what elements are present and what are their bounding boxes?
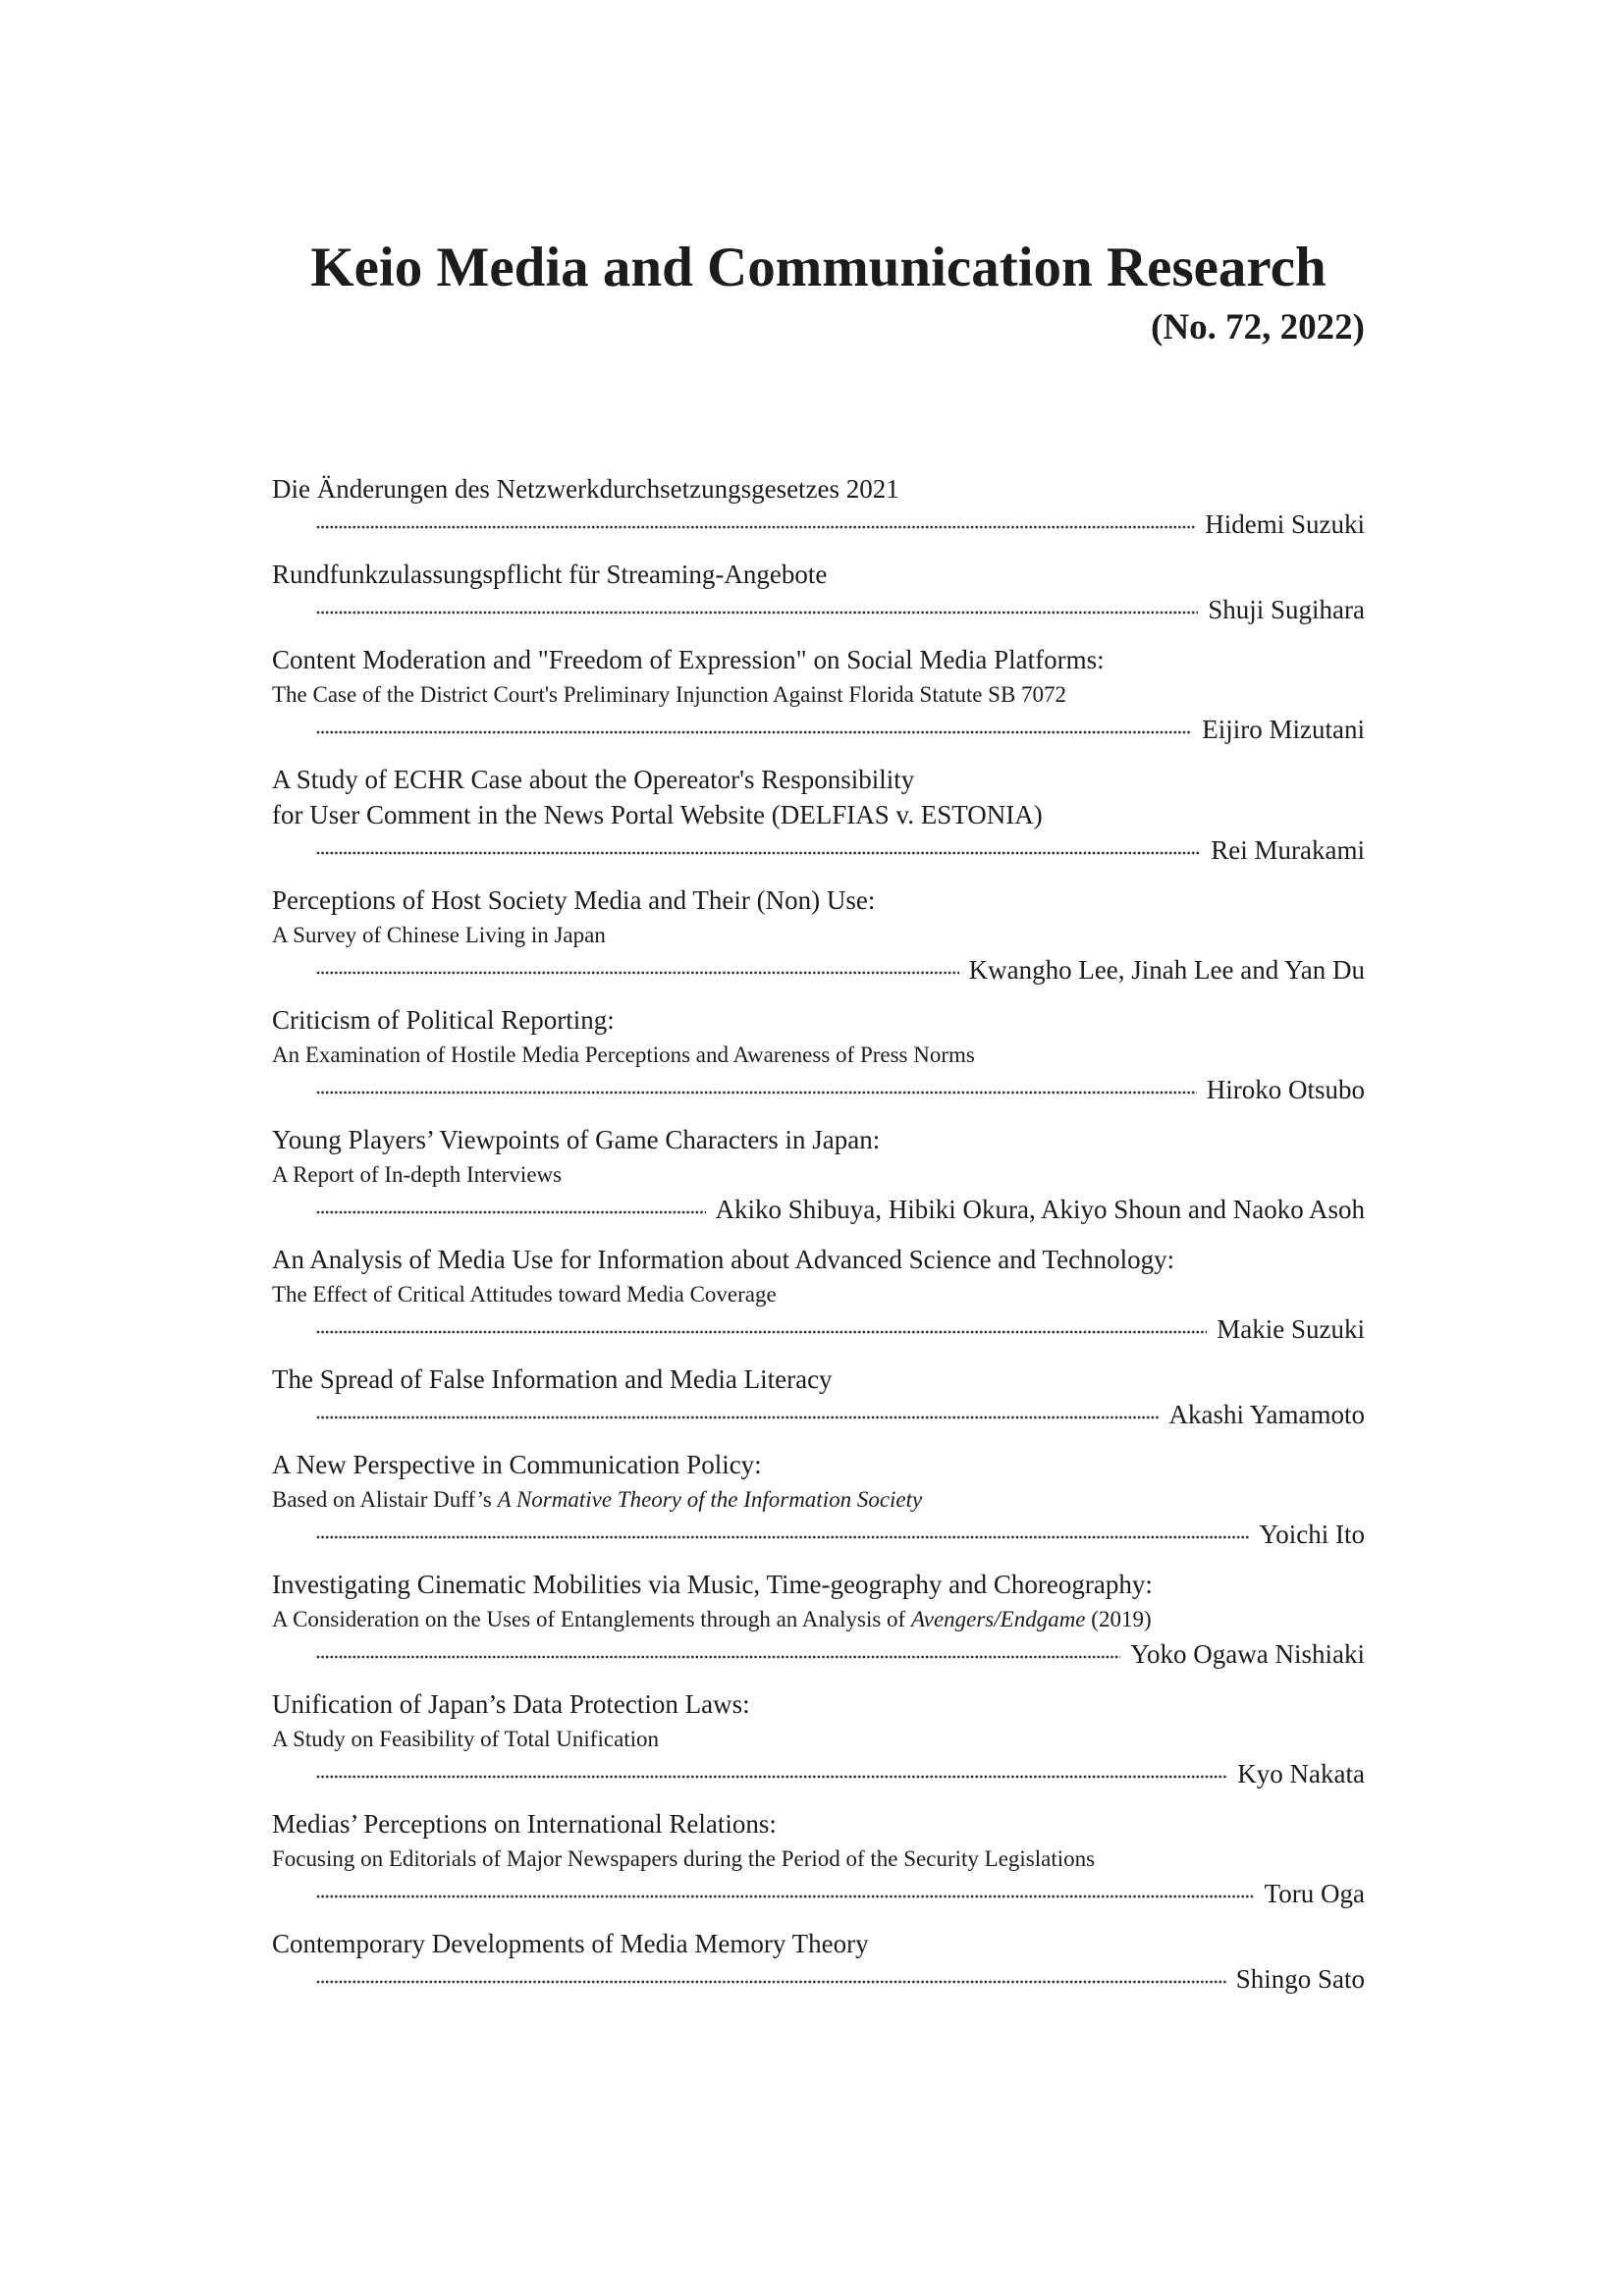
dotted-leader [316, 1775, 1227, 1779]
article-title-line: Investigating Cinematic Mobilities via Music, Time-geography and Choreography: [272, 1570, 1153, 1599]
author-name: Makie Suzuki [1217, 1314, 1365, 1344]
author-name: Akiko Shibuya, Hibiki Okura, Akiyo Shoun and Naoko Asoh [715, 1195, 1365, 1224]
toc-entry [272, 1926, 1365, 1998]
toc-entry [272, 471, 1365, 543]
article-subtitle [272, 1602, 1365, 1636]
article-title-line: Young Players’ Viewpoints of Game Characters in Japan: [272, 1125, 881, 1154]
article-title-line: Die Änderungen des Netzwerkdurchsetzungsgesetzes 2021 [272, 474, 899, 504]
article-subtitle [272, 1482, 1365, 1517]
author-line [272, 1397, 1365, 1433]
subtitle-segment: A Consideration on the Uses of Entanglements through an Analysis of [272, 1607, 911, 1631]
issue-number: (No. 72, 2022) [1151, 307, 1365, 347]
toc-entry [272, 882, 1365, 988]
article-subtitle [272, 1842, 1365, 1876]
toc-entry [272, 557, 1365, 628]
author-name: Toru Oga [1264, 1879, 1365, 1908]
author-line [272, 1636, 1365, 1673]
subtitle-segment: A Study on Feasibility of Total Unification [272, 1727, 660, 1751]
article-title-line: Content Moderation and "Freedom of Expression" on Social Media Platforms: [272, 645, 1105, 674]
author-name: Akashi Yamamoto [1168, 1400, 1365, 1429]
article-title [272, 1002, 1365, 1038]
article-title-line: Criticism of Political Reporting: [272, 1005, 615, 1035]
author-line [272, 1756, 1365, 1792]
author-name: Kwangho Lee, Jinah Lee and Yan Du [968, 955, 1365, 985]
article-subtitle [272, 1038, 1365, 1072]
article-title [272, 557, 1365, 592]
page-content [272, 0, 1365, 2011]
article-subtitle [272, 918, 1365, 952]
dotted-leader [316, 611, 1198, 614]
toc-entry [272, 1686, 1365, 1792]
toc-entry [272, 1122, 1365, 1228]
subtitle-segment: The Effect of Critical Attitudes toward Media Coverage [272, 1282, 777, 1307]
author-name: Kyo Nakata [1237, 1759, 1365, 1789]
author-line [272, 1876, 1365, 1912]
author-name: Shuji Sugihara [1208, 595, 1365, 624]
dotted-leader [316, 851, 1201, 855]
dotted-leader [316, 1415, 1159, 1419]
dotted-leader [316, 1655, 1120, 1659]
toc-entry [272, 642, 1365, 748]
dotted-leader [316, 1980, 1226, 1984]
author-line [272, 1961, 1365, 1998]
toc-entry [272, 1362, 1365, 1433]
article-title [272, 1806, 1365, 1842]
article-title [272, 762, 1365, 832]
article-title-line: An Analysis of Media Use for Information about Advanced Science and Technology: [272, 1245, 1175, 1274]
article-subtitle [272, 1722, 1365, 1756]
article-title-line: The Spread of False Information and Media Literacy [272, 1364, 833, 1394]
subtitle-segment: A Report of In-depth Interviews [272, 1162, 563, 1187]
article-title [272, 1567, 1365, 1602]
article-title [272, 1686, 1365, 1722]
author-name: Yoko Ogawa Nishiaki [1130, 1639, 1365, 1669]
author-name: Hiroko Otsubo [1206, 1075, 1365, 1104]
article-title-line: A New Perspective in Communication Policy: [272, 1450, 762, 1479]
author-name: Shingo Sato [1235, 1964, 1365, 1994]
article-title-line: for User Comment in the News Portal Website (DELFIAS v. ESTONIA) [272, 800, 1043, 829]
toc-entry [272, 1567, 1365, 1673]
article-title-line: Rundfunkzulassungspflicht für Streaming-Angebote [272, 560, 828, 589]
article-title-line: Perceptions of Host Society Media and Their (Non) Use: [272, 885, 876, 915]
author-line [272, 507, 1365, 543]
article-title [272, 882, 1365, 918]
dotted-leader [316, 1535, 1249, 1539]
dotted-leader [316, 730, 1192, 734]
article-title [272, 1362, 1365, 1397]
toc-entry [272, 1002, 1365, 1108]
article-subtitle [272, 1277, 1365, 1311]
subtitle-segment: The Case of the District Court's Preliminary Injunction Against Florida Statute SB 7072 [272, 682, 1067, 707]
dotted-leader [316, 1210, 706, 1214]
subtitle-segment: Based on Alistair Duff’s [272, 1487, 498, 1512]
dotted-leader [316, 525, 1195, 529]
page-header [272, 236, 1365, 349]
article-title-line: Contemporary Developments of Media Memory Theory [272, 1929, 869, 1958]
author-name: Eijiro Mizutani [1202, 715, 1365, 744]
toc-entry [272, 762, 1365, 869]
author-name: Hidemi Suzuki [1205, 509, 1365, 539]
article-title [272, 1447, 1365, 1482]
author-line [272, 1517, 1365, 1553]
subtitle-italic-segment: Avengers/Endgame [910, 1607, 1086, 1631]
toc-list [272, 471, 1365, 1998]
subtitle-segment: Focusing on Editorials of Major Newspapers during the Period of the Security Legislations [272, 1846, 1096, 1871]
article-title-line: Unification of Japan’s Data Protection Laws: [272, 1689, 750, 1719]
article-title [272, 471, 1365, 507]
article-title-line: A Study of ECHR Case about the Opereator's Responsibility [272, 765, 915, 794]
dotted-leader [316, 971, 959, 975]
toc-entry [272, 1806, 1365, 1912]
author-line [272, 592, 1365, 628]
article-subtitle [272, 677, 1365, 712]
author-line [272, 1192, 1365, 1228]
article-title [272, 1926, 1365, 1961]
dotted-leader [316, 1330, 1207, 1334]
author-line [272, 832, 1365, 869]
author-line [272, 1072, 1365, 1108]
author-line [272, 952, 1365, 988]
subtitle-segment: An Examination of Hostile Media Perceptions and Awareness of Press Norms [272, 1042, 975, 1067]
journal-title: Keio Media and Communication Research [310, 237, 1326, 298]
toc-entry [272, 1242, 1365, 1348]
subtitle-segment: (2019) [1085, 1607, 1152, 1631]
toc-entry [272, 1447, 1365, 1553]
author-name: Rei Murakami [1211, 835, 1365, 865]
subtitle-segment: A Survey of Chinese Living in Japan [272, 923, 606, 947]
author-line [272, 1311, 1365, 1348]
article-title [272, 1122, 1365, 1157]
author-name: Yoichi Ito [1259, 1520, 1365, 1549]
dotted-leader [316, 1091, 1197, 1095]
dotted-leader [316, 1895, 1255, 1898]
subtitle-italic-segment: A Normative Theory of the Information Society [497, 1487, 923, 1512]
article-title-line: Medias’ Perceptions on International Relations: [272, 1809, 777, 1839]
article-title [272, 1242, 1365, 1277]
article-title [272, 642, 1365, 677]
article-subtitle [272, 1157, 1365, 1192]
author-line [272, 712, 1365, 748]
